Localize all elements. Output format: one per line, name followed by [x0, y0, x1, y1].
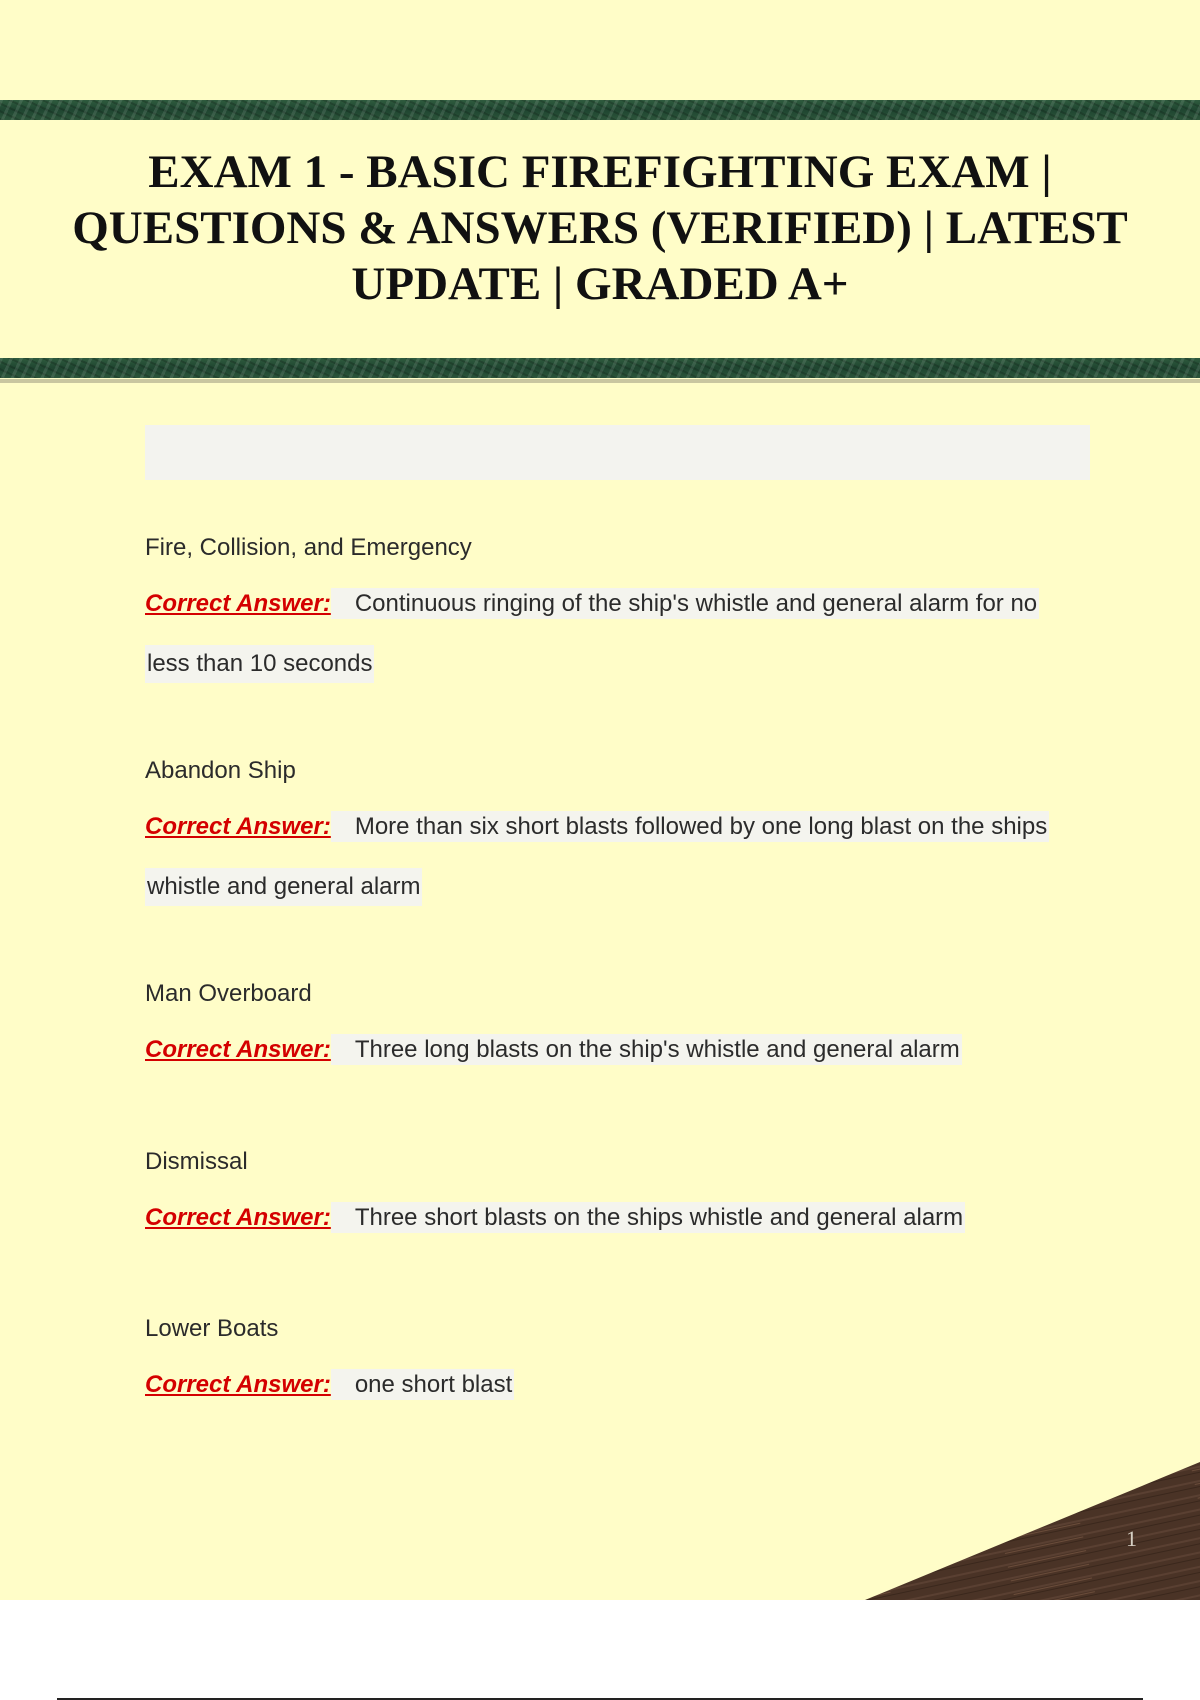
correct-answer-label: Correct Answer:: [145, 813, 331, 840]
answer-text: one short blast: [331, 1369, 514, 1400]
question-text: Lower Boats: [145, 1315, 279, 1342]
question-text: Dismissal: [145, 1148, 248, 1175]
document-title: EXAM 1 - BASIC FIREFIGHTING EXAM | QUESTIONS & ANSWERS (VERIFIED) | LATEST UPDATE | GRADED A+: [72, 146, 1128, 310]
answer-text: Three long blasts on the ship's whistle and general alarm: [331, 1034, 962, 1065]
answer-text: Three short blasts on the ships whistle and general alarm: [331, 1202, 965, 1233]
answer-text: Continuous ringing of the ship's whistle and general alarm for no: [331, 588, 1039, 619]
correct-answer-label: Correct Answer:: [145, 1371, 331, 1398]
correct-answer-label: Correct Answer:: [145, 590, 331, 617]
correct-answer-label: Correct Answer:: [145, 1204, 331, 1231]
answer-text-continued: less than 10 seconds: [145, 645, 374, 683]
page-number: 1: [1126, 1526, 1137, 1551]
question-text: Man Overboard: [145, 980, 312, 1007]
answer-text: More than six short blasts followed by one long blast on the ships: [331, 811, 1049, 842]
question-text: Abandon Ship: [145, 757, 296, 784]
question-text: Fire, Collision, and Emergency: [145, 534, 472, 561]
correct-answer-label: Correct Answer:: [145, 1036, 331, 1063]
answer-text-continued: whistle and general alarm: [145, 868, 422, 906]
